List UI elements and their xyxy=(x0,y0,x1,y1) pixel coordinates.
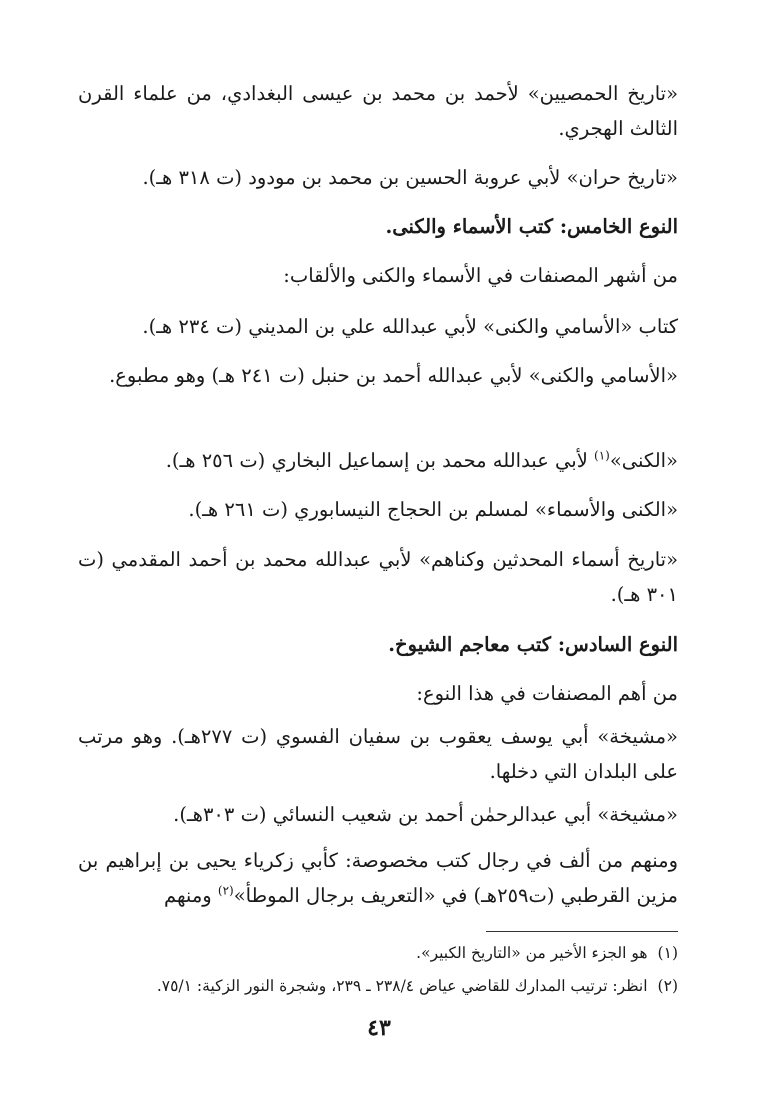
paragraph-muslim: «الكنى والأسماء» لمسلم بن الحجاج النيسابوري (ت ٢٦١ هـ). xyxy=(188,498,678,521)
section-heading-fifth-type: النوع الخامس: كتب الأسماء والكنى. xyxy=(385,215,678,238)
footnote-1-number: (١) xyxy=(657,944,678,962)
paragraph-tarikh-hims: «تاريخ الحمصيين» لأحمد بن محمد بن عيسى البغدادي، من علماء القرن الثالث الهجري. xyxy=(78,82,678,140)
footnote-1 xyxy=(78,940,678,966)
paragraph-fasawi: «مشيخة» أبي يوسف يعقوب بن سفيان الفسوي (ت ٢٧٧هـ). وهو مرتب على البلدان التي دخلها. xyxy=(78,725,678,783)
kuna-title: «الكنى» xyxy=(609,449,678,472)
footnote-2-text: انظر: ترتيب المدارك للقاضي عياض ٢٣٨/٤ ـ ٢٣٩، وشجرة النور الزكية: ٧٥/١. xyxy=(156,977,648,995)
paragraph-nasai: «مشيخة» أبي عبدالرحمٰن أحمد بن شعيب النسائي (ت ٣٠٣هـ). xyxy=(173,803,678,826)
footnote-2 xyxy=(78,973,678,999)
footnote-ref-2: (٢) xyxy=(217,883,234,898)
paragraph-ahmad-hanbal: «الأسامي والكنى» لأبي عبدالله أحمد بن حنبل (ت ٢٤١ هـ) وهو مطبوع. xyxy=(109,364,678,387)
section-heading-sixth-type: النوع السادس: كتب معاجم الشيوخ. xyxy=(388,633,678,656)
paragraph-qurtubi xyxy=(78,843,678,913)
bukhari-text: لأبي عبدالله محمد بن إسماعيل البخاري (ت ٢٥٦ هـ). xyxy=(165,449,595,472)
paragraph-tarikh-harran: «تاريخ حران» لأبي عروبة الحسين بن محمد بن مودود (ت ٣١٨ هـ). xyxy=(142,166,678,189)
page-number: ٤٣ xyxy=(367,1015,391,1041)
paragraph-ibn-madini: كتاب «الأسامي والكنى» لأبي عبدالله علي بن المديني (ت ٢٣٤ هـ). xyxy=(142,315,678,338)
paragraph-intro-names: من أشهر المصنفات في الأسماء والكنى والألقاب: xyxy=(283,264,678,287)
footnote-separator xyxy=(486,931,678,932)
footnote-2-number: (٢) xyxy=(657,977,678,995)
qurtubi-text-end: ومنهم xyxy=(163,884,218,907)
qurtubi-text: ومنهم من ألف في رجال كتب مخصوصة: كأبي زكرياء يحيى بن إبراهيم بن مزين القرطبي (ت٢٥٩هـ) في «التعريف برجال الموطأ» xyxy=(78,849,678,907)
paragraph-intro-shuyukh: من أهم المصنفات في هذا النوع: xyxy=(416,682,678,705)
paragraph-bukhari xyxy=(78,443,678,478)
footnote-1-text: هو الجزء الأخير من «التاريخ الكبير». xyxy=(416,944,648,962)
paragraph-muqaddami: «تاريخ أسماء المحدثين وكناهم» لأبي عبدالله محمد بن أحمد المقدمي (ت ٣٠١ هـ). xyxy=(78,548,678,606)
footnote-ref-1: (١) xyxy=(594,448,610,463)
